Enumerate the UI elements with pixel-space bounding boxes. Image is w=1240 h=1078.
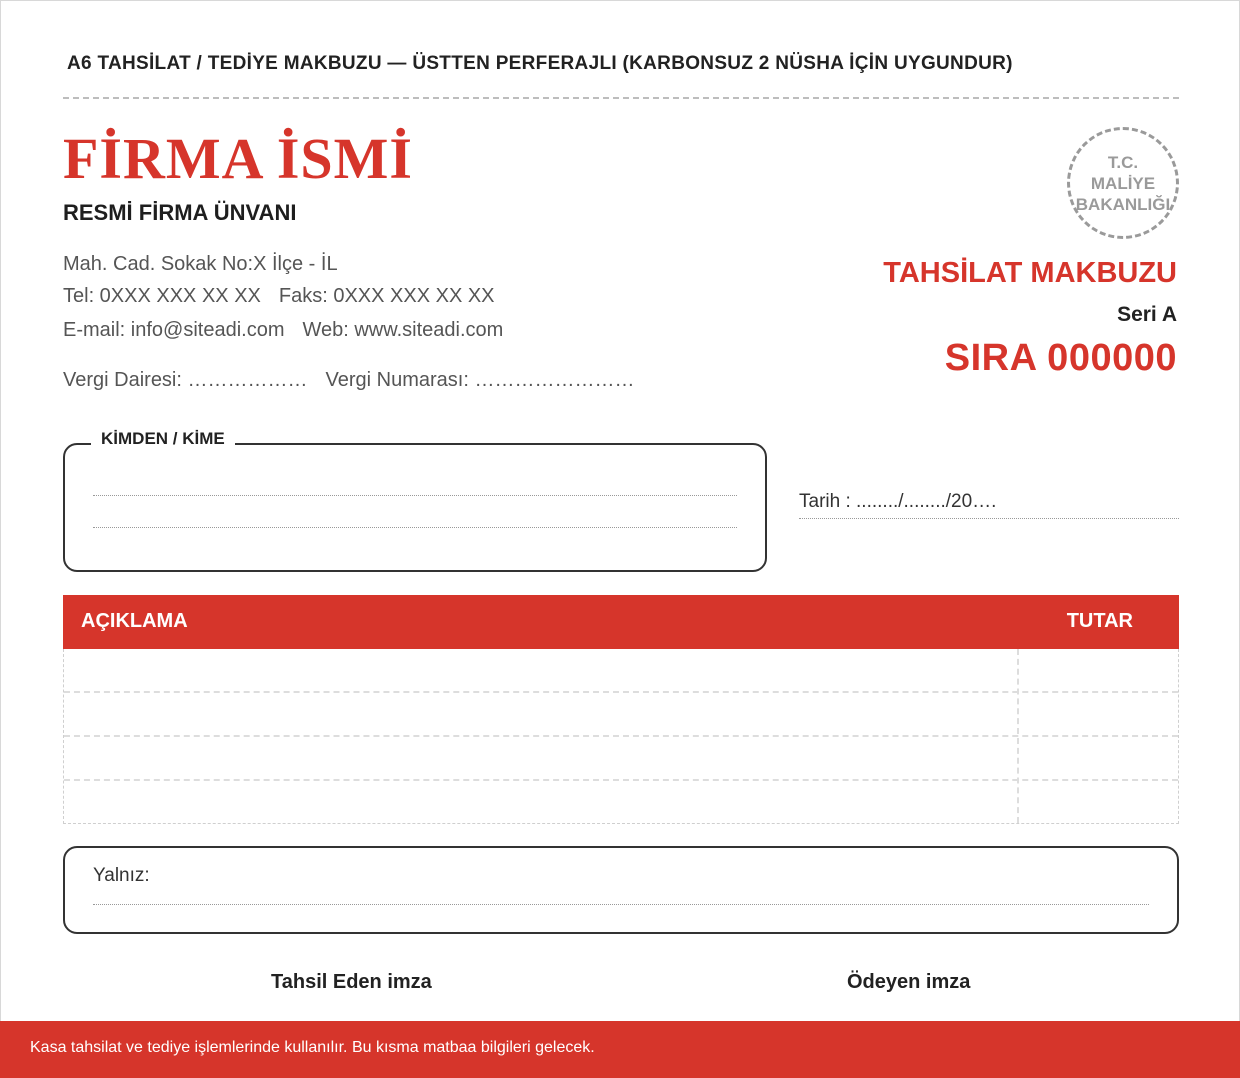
table-column-divider bbox=[1017, 649, 1019, 823]
from-to-box[interactable] bbox=[63, 443, 767, 572]
total-in-words-line bbox=[93, 904, 1149, 905]
collector-signature: Tahsil Eden imza bbox=[271, 971, 432, 993]
total-in-words-label: Yalnız: bbox=[93, 865, 150, 886]
tax-office: Vergi Dairesi: ……………… bbox=[63, 369, 308, 391]
from-to-line-2 bbox=[93, 527, 737, 528]
web-text: Web: www.siteadi.com bbox=[302, 319, 504, 341]
perforation-line bbox=[63, 97, 1179, 99]
ministry-stamp bbox=[1067, 127, 1179, 239]
table-row-divider bbox=[64, 691, 1178, 693]
receipt-series: Seri A bbox=[1117, 303, 1177, 326]
stamp-line-1: T.C. bbox=[1107, 152, 1139, 172]
table-body[interactable] bbox=[63, 649, 1179, 824]
from-to-line-1 bbox=[93, 495, 737, 496]
firm-address bbox=[63, 253, 338, 276]
footer-bar bbox=[0, 1021, 1240, 1078]
table-row-divider bbox=[64, 735, 1178, 737]
address-line: Mah. Cad. Sokak No:X İlçe - İL bbox=[63, 253, 338, 275]
table-row-divider bbox=[64, 779, 1178, 781]
total-in-words-box[interactable] bbox=[63, 846, 1179, 934]
footer-text: Kasa tahsilat ve tediye işlemlerinde kullanılır. Bu kısma matbaa bilgileri gelecek. bbox=[30, 1039, 595, 1056]
date-label: Tarih : ......../......../20…. bbox=[799, 491, 997, 512]
col-amount: TUTAR bbox=[1066, 610, 1133, 632]
firm-phones bbox=[63, 285, 495, 308]
date-line bbox=[799, 518, 1179, 519]
email-text: E-mail: info@siteadi.com bbox=[63, 319, 285, 341]
print-note: A6 TAHSİLAT / TEDİYE MAKBUZU — ÜSTTEN PERFERAJLI (KARBONSUZ 2 NÜSHA İÇİN UYGUNDUR) bbox=[67, 53, 1013, 74]
fax-text: Faks: 0XXX XXX XX XX bbox=[278, 285, 495, 307]
stamp-line-2: MALİYE bbox=[1090, 173, 1156, 193]
payer-signature: Ödeyen imza bbox=[847, 971, 971, 993]
firm-title: RESMİ FİRMA ÜNVANI bbox=[63, 200, 297, 225]
firm-contacts bbox=[63, 319, 503, 342]
table-header bbox=[63, 595, 1179, 649]
col-description: AÇIKLAMA bbox=[81, 610, 188, 632]
tel-text: Tel: 0XXX XXX XX XX bbox=[63, 285, 261, 307]
tax-number: Vergi Numarası: …………………… bbox=[325, 369, 635, 391]
receipt-number: SIRA 000000 bbox=[944, 337, 1177, 379]
receipt-title: TAHSİLAT MAKBUZU bbox=[883, 257, 1177, 289]
stamp-line-3: BAKANLIĞI bbox=[1075, 194, 1171, 214]
firm-name: FİRMA İSMİ bbox=[63, 126, 413, 191]
firm-tax-info bbox=[63, 369, 634, 392]
from-to-legend: KİMDEN / KİME bbox=[91, 429, 235, 449]
